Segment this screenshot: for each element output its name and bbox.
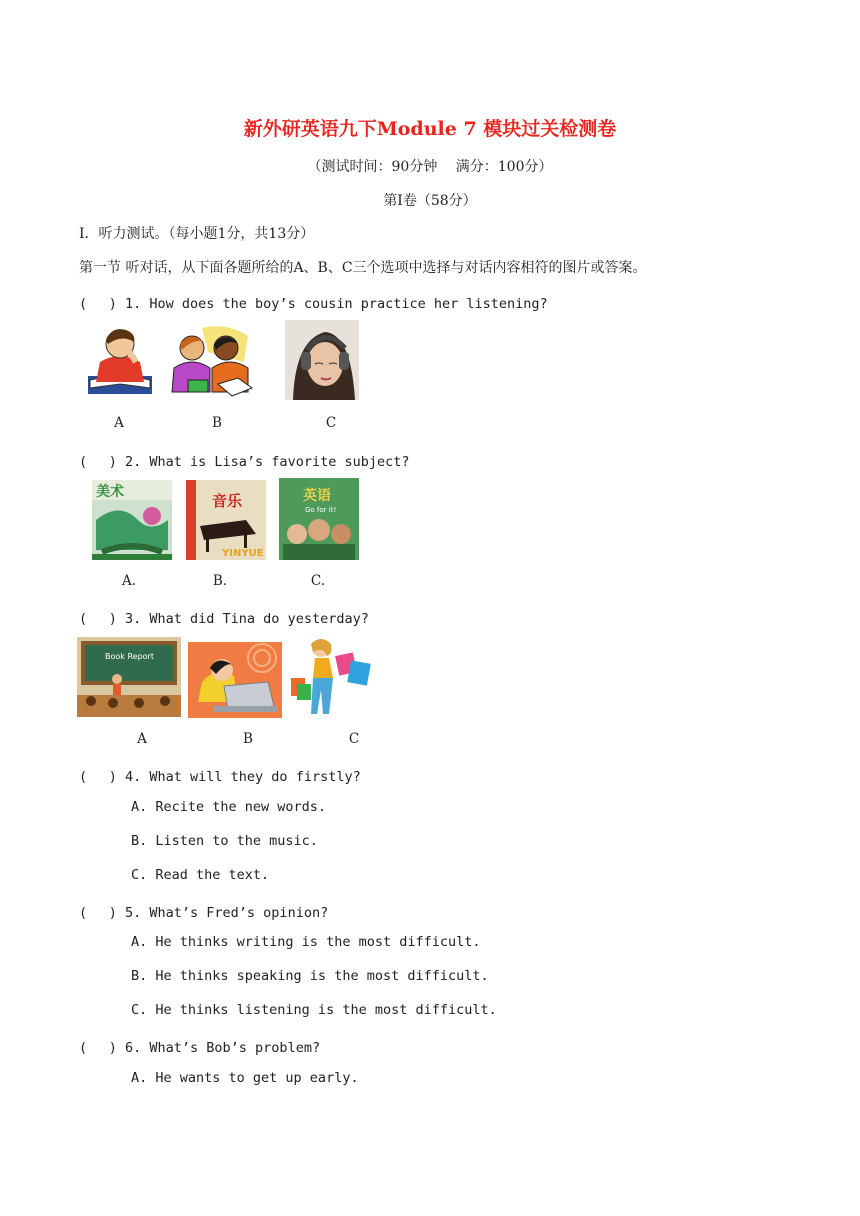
girl-headphones-image bbox=[285, 320, 359, 400]
page-title: 新外研英语九下Module 7 模块过关检测卷 bbox=[243, 118, 617, 140]
blackboard-text: Book Report bbox=[105, 652, 154, 661]
section-heading: Ⅰ．听力测试。（每小题1分，共13分） bbox=[79, 226, 315, 242]
english-book-subtitle: Go for it! bbox=[305, 506, 337, 514]
question-6-stem: ( ) 6. What’s Bob’s problem? bbox=[79, 1040, 321, 1056]
volume-heading: 第Ⅰ卷（58分） bbox=[383, 193, 477, 209]
girl-laptop-image bbox=[188, 642, 282, 718]
q1-caption-b: B bbox=[212, 415, 222, 431]
q6-option-a: A. He wants to get up early. bbox=[131, 1070, 359, 1086]
question-3-stem: ( ) 3. What did Tina do yesterday? bbox=[79, 611, 369, 627]
classroom-book-report-image bbox=[77, 637, 181, 717]
music-book-image bbox=[186, 480, 266, 560]
test-info: （测试时间：90分钟 满分：100分） bbox=[307, 159, 553, 175]
q1-caption-a: A bbox=[114, 415, 124, 431]
woman-shopping-image bbox=[287, 634, 375, 718]
music-book-title: 音乐 bbox=[212, 492, 243, 510]
english-book-image bbox=[279, 478, 359, 560]
boy-studying-image bbox=[82, 322, 158, 400]
q2-caption-c: C. bbox=[310, 573, 326, 589]
q3-caption-a: A bbox=[137, 731, 147, 747]
q1-caption-c: C bbox=[325, 415, 337, 431]
music-book-pinyin: YINYUE bbox=[222, 548, 264, 559]
q4-option-a: A. Recite the new words. bbox=[131, 799, 327, 815]
art-book-title: 美术 bbox=[96, 484, 124, 500]
q5-option-a: A. He thinks writing is the most difficult. bbox=[131, 934, 481, 950]
q5-option-c: C. He thinks listening is the most difficult. bbox=[131, 1002, 497, 1018]
question-4-stem: ( ) 4. What will they do firstly? bbox=[79, 769, 361, 785]
q3-caption-c: C bbox=[348, 731, 360, 747]
q2-caption-b: B. bbox=[212, 573, 228, 589]
english-book-title: 英语 bbox=[303, 488, 331, 504]
q5-option-b: B. He thinks speaking is the most difficult. bbox=[131, 968, 489, 984]
q3-caption-b: B bbox=[243, 731, 253, 747]
question-2-stem: ( ) 2. What is Lisa’s favorite subject? bbox=[79, 454, 410, 470]
students-talking-image bbox=[168, 322, 254, 400]
part-instructions: 第一节 听对话，从下面各题所给的A、B、C三个选项中选择与对话内容相符的图片或答案。 bbox=[79, 260, 647, 276]
art-book-image bbox=[92, 480, 172, 560]
question-1-stem: ( ) 1. How does the boy’s cousin practice her listening? bbox=[79, 296, 548, 312]
q4-option-c: C. Read the text. bbox=[131, 867, 270, 883]
question-5-stem: ( ) 5. What’s Fred’s opinion? bbox=[79, 905, 329, 921]
q2-caption-a: A. bbox=[121, 573, 137, 589]
q4-option-b: B. Listen to the music. bbox=[131, 833, 318, 849]
